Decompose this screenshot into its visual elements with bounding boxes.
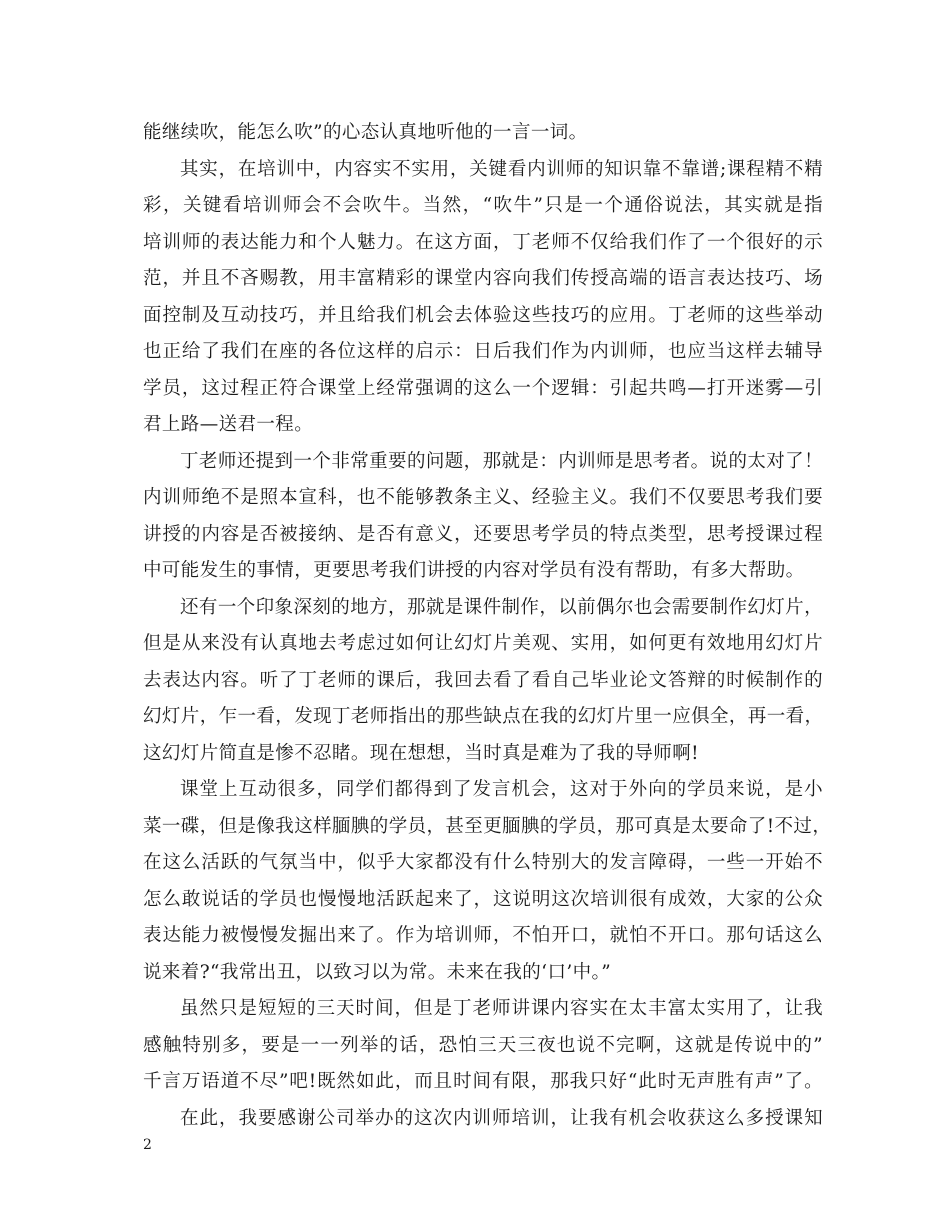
text-line: 丁老师还提到一个非常重要的问题，那就是：内训师是思考者。说的太对了！ (180, 450, 823, 472)
text-line: 能继续吹，能怎么吹”的心态认真地听他的一言一词。 (143, 122, 588, 143)
text-line: 其实，在培训中，内容实不实用，关键看内训师的知识靠不靠谱;课程精不精 (180, 158, 823, 180)
text-line: 在这么活跃的气氛当中，似乎大家都没有什么特别大的发言障碍，一些一开始不 (143, 852, 823, 873)
text-line: 这幻灯片简直是惨不忍睹。现在想想，当时真是难为了我的导师啊! (143, 742, 699, 764)
text-line: 培训师的表达能力和个人魅力。在这方面，丁老师不仅给我们作了一个很好的示 (143, 231, 823, 253)
text-line: 去表达内容。听了丁老师的课后，我回去看了看自己毕业论文答辩的时候制作的 (143, 669, 823, 691)
text-line: 课堂上互动很多，同学们都得到了发言机会，这对于外向的学员来说，是小 (180, 779, 823, 800)
text-line: 也正给了我们在座的各位这样的启示：日后我们作为内训师，也应当这样去辅导 (143, 341, 823, 362)
text-line: 菜一碟，但是像我这样腼腆的学员，甚至更腼腆的学员，那可真是太要命了!不过， (143, 815, 832, 837)
text-line: 彩，关键看培训师会不会吹牛。当然，“吹牛”只是一个通俗说法，其实就是指 (143, 195, 823, 216)
text-line: 但是从来没有认真地去考虑过如何让幻灯片美观、实用，如何更有效地用幻灯片 (143, 633, 823, 654)
text-line: 表达能力被慢慢发掘出来了。作为培训师，不怕开口，就怕不开口。那句话这么 (143, 925, 823, 946)
text-line: 还有一个印象深刻的地方，那就是课件制作，以前偶尔也会需要制作幻灯片， (180, 596, 823, 618)
text-line: 讲授的内容是否被接纳、是否有意义，还要思考学员的特点类型，思考授课过程 (143, 523, 823, 545)
text-line: 千言万语道不尽”吧!既然如此，而且时间有限，那我只好“此时无声胜有声”了。 (143, 1071, 823, 1092)
body-text (143, 115, 832, 1137)
text-line: 范，并且不吝赐教，用丰富精彩的课堂内容向我们传授高端的语言表达技巧、场 (143, 268, 823, 289)
text-line: 怎么敢说话的学员也慢慢地活跃起来了，这说明这次培训很有成效，大家的公众 (143, 888, 823, 910)
text-line: 说来着?“我常出丑，以致习以为常。未来在我的‘口’中。” (143, 961, 612, 983)
text-line: 感触特别多，要是一一列举的话，恐怕三天三夜也说不完啊，这就是传说中的” (143, 1034, 823, 1056)
text-line: 幻灯片，乍一看，发现丁老师指出的那些缺点在我的幻灯片里一应俱全，再一看， (143, 706, 824, 727)
page-number: 2 (143, 1137, 152, 1153)
text-line: 内训师绝不是照本宣科，也不能够教条主义、经验主义。我们不仅要思考我们要 (143, 487, 823, 508)
text-line: 面控制及互动技巧，并且给我们机会去体验这些技巧的应用。丁老师的这些举动 (143, 304, 823, 326)
text-line: 在此，我要感谢公司举办的这次内训师培训，让我有机会收获这么多授课知 (180, 1107, 823, 1129)
text-line: 虽然只是短短的三天时间，但是丁老师讲课内容实在太丰富太实用了，让我 (180, 998, 823, 1019)
text-line: 中可能发生的事情，更要思考我们讲授的内容对学员有没有帮助，有多大帮助。 (143, 560, 805, 581)
text-line: 君上路—送君一程。 (143, 414, 314, 435)
text-line: 学员，这过程正符合课堂上经常强调的这么一个逻辑：引起共鸣—打开迷雾—引 (143, 377, 823, 399)
